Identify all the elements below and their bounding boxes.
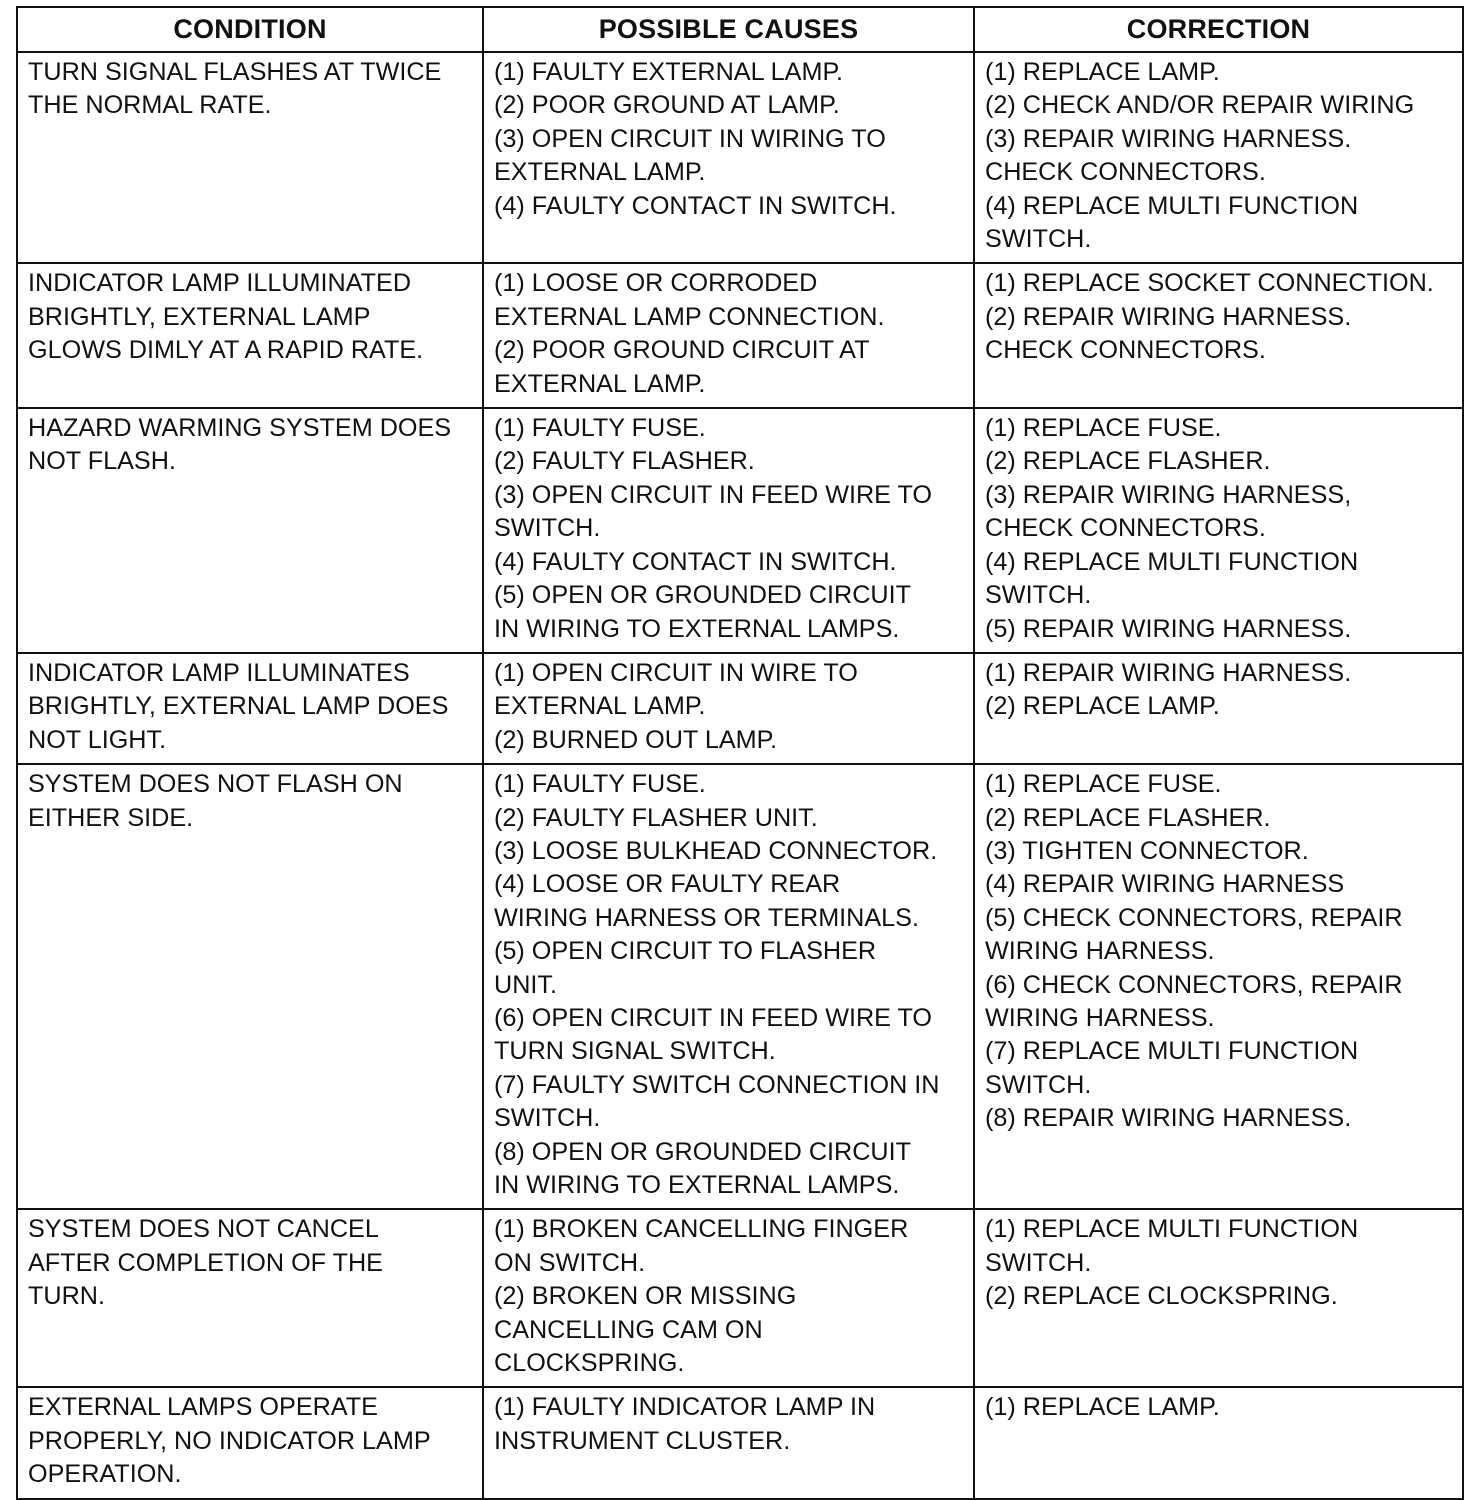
correction-line: (2) REPLACE LAMP.: [985, 692, 1220, 721]
causes-line: (1) FAULTY FUSE.: [494, 770, 706, 799]
possible-causes-cell: [483, 764, 974, 1209]
causes-line: INSTRUMENT CLUSTER.: [494, 1426, 791, 1455]
correction-line: (6) CHECK CONNECTORS, REPAIR: [985, 970, 1403, 999]
header-row: [17, 7, 1463, 52]
causes-line: (4) LOOSE OR FAULTY REAR: [494, 870, 841, 899]
correction-line: (2) REPAIR WIRING HARNESS.: [985, 302, 1352, 331]
causes-line: EXTERNAL LAMP.: [494, 692, 706, 721]
causes-line: SWITCH.: [494, 1104, 601, 1133]
correction-line: (4) REPLACE MULTI FUNCTION: [985, 191, 1359, 220]
correction-line: CHECK CONNECTORS.: [985, 158, 1266, 187]
causes-line: (2) POOR GROUND AT LAMP.: [494, 91, 840, 120]
diagnosis-table: [16, 6, 1464, 1500]
page: [16, 6, 1462, 1500]
causes-line: (1) FAULTY FUSE.: [494, 414, 706, 443]
correction-cell: [974, 263, 1463, 408]
correction-line: (1) REPLACE LAMP.: [985, 58, 1220, 86]
header-correction: CORRECTION: [974, 7, 1463, 52]
condition-line: INDICATOR LAMP ILLUMINATES: [28, 658, 410, 687]
condition-cell: [17, 764, 483, 1209]
possible-causes-cell: [483, 1387, 974, 1498]
causes-line: (6) OPEN CIRCUIT IN FEED WIRE TO: [494, 1003, 933, 1032]
correction-line: (5) CHECK CONNECTORS, REPAIR: [985, 903, 1403, 932]
causes-line: (2) FAULTY FLASHER UNIT.: [494, 803, 818, 832]
condition-line: THE NORMAL RATE.: [28, 91, 272, 120]
causes-line: CLOCKSPRING.: [494, 1349, 685, 1378]
correction-line: (1) REPLACE LAMP.: [985, 1393, 1220, 1422]
condition-line: NOT LIGHT.: [28, 725, 167, 754]
correction-line: SWITCH.: [985, 1248, 1092, 1277]
correction-cell: [974, 1387, 1463, 1498]
table-body: [17, 52, 1463, 1499]
correction-cell: [974, 764, 1463, 1209]
table-row: [17, 1209, 1463, 1387]
condition-line: TURN SIGNAL FLASHES AT TWICE: [28, 58, 442, 86]
causes-line: UNIT.: [494, 970, 557, 999]
causes-line: (5) OPEN CIRCUIT TO FLASHER: [494, 937, 877, 966]
causes-line: (1) FAULTY EXTERNAL LAMP.: [494, 58, 844, 86]
condition-line: AFTER COMPLETION OF THE: [28, 1248, 383, 1277]
correction-cell: [974, 653, 1463, 764]
causes-line: (4) FAULTY CONTACT IN SWITCH.: [494, 547, 897, 576]
causes-line: TURN SIGNAL SWITCH.: [494, 1037, 776, 1066]
possible-causes-cell: [483, 653, 974, 764]
condition-cell: [17, 1387, 483, 1498]
causes-line: (8) OPEN OR GROUNDED CIRCUIT: [494, 1137, 912, 1166]
possible-causes-cell: [483, 408, 974, 653]
causes-line: (3) LOOSE BULKHEAD CONNECTOR.: [494, 836, 938, 865]
causes-line: (1) OPEN CIRCUIT IN WIRE TO: [494, 658, 858, 687]
condition-line: GLOWS DIMLY AT A RAPID RATE.: [28, 336, 424, 365]
correction-line: (1) REPLACE MULTI FUNCTION: [985, 1215, 1359, 1244]
causes-line: (1) LOOSE OR CORRODED: [494, 269, 818, 298]
correction-line: SWITCH.: [985, 225, 1092, 254]
correction-line: (4) REPLACE MULTI FUNCTION: [985, 547, 1359, 576]
correction-line: (4) REPAIR WIRING HARNESS: [985, 870, 1345, 899]
correction-line: (8) REPAIR WIRING HARNESS.: [985, 1104, 1352, 1133]
causes-line: ON SWITCH.: [494, 1248, 646, 1277]
condition-cell: [17, 653, 483, 764]
condition-line: INDICATOR LAMP ILLUMINATED: [28, 269, 412, 298]
correction-line: (7) REPLACE MULTI FUNCTION: [985, 1037, 1359, 1066]
correction-cell: [974, 1209, 1463, 1387]
causes-line: (2) BURNED OUT LAMP.: [494, 725, 778, 754]
causes-line: (2) BROKEN OR MISSING: [494, 1282, 797, 1311]
correction-line: (2) REPLACE FLASHER.: [985, 803, 1271, 832]
condition-line: NOT FLASH.: [28, 447, 176, 476]
correction-line: (1) REPAIR WIRING HARNESS.: [985, 658, 1352, 687]
correction-line: WIRING HARNESS.: [985, 1003, 1215, 1032]
condition-line: BRIGHTLY, EXTERNAL LAMP: [28, 302, 371, 331]
correction-cell: [974, 52, 1463, 263]
correction-line: CHECK CONNECTORS.: [985, 336, 1266, 365]
causes-line: IN WIRING TO EXTERNAL LAMPS.: [494, 1171, 900, 1199]
correction-line: SWITCH.: [985, 581, 1092, 610]
causes-line: (1) FAULTY INDICATOR LAMP IN: [494, 1393, 876, 1422]
correction-line: (3) REPAIR WIRING HARNESS.: [985, 124, 1352, 153]
condition-line: BRIGHTLY, EXTERNAL LAMP DOES: [28, 692, 449, 721]
correction-line: (2) REPLACE FLASHER.: [985, 447, 1271, 476]
possible-causes-cell: [483, 52, 974, 263]
possible-causes-cell: [483, 1209, 974, 1387]
condition-cell: [17, 408, 483, 653]
condition-cell: [17, 1209, 483, 1387]
table-row: [17, 263, 1463, 408]
causes-line: EXTERNAL LAMP.: [494, 369, 706, 398]
causes-line: (1) BROKEN CANCELLING FINGER: [494, 1215, 909, 1244]
condition-cell: [17, 263, 483, 408]
correction-line: (1) REPLACE FUSE.: [985, 770, 1222, 799]
correction-line: (2) REPLACE CLOCKSPRING.: [985, 1282, 1338, 1311]
causes-line: (5) OPEN OR GROUNDED CIRCUIT: [494, 581, 912, 610]
causes-line: (3) OPEN CIRCUIT IN WIRING TO: [494, 124, 886, 153]
header-condition: CONDITION: [17, 7, 483, 52]
causes-line: (4) FAULTY CONTACT IN SWITCH.: [494, 191, 897, 220]
condition-line: SYSTEM DOES NOT CANCEL: [28, 1215, 379, 1244]
causes-line: EXTERNAL LAMP CONNECTION.: [494, 302, 885, 331]
condition-line: OPERATION.: [28, 1460, 182, 1489]
causes-line: (2) POOR GROUND CIRCUIT AT: [494, 336, 870, 365]
causes-line: CANCELLING CAM ON: [494, 1315, 763, 1344]
causes-line: (3) OPEN CIRCUIT IN FEED WIRE TO: [494, 480, 933, 509]
condition-line: HAZARD WARMING SYSTEM DOES: [28, 414, 452, 443]
condition-line: TURN.: [28, 1282, 105, 1311]
correction-cell: [974, 408, 1463, 653]
condition-line: EXTERNAL LAMPS OPERATE: [28, 1393, 378, 1422]
header-possible-causes: POSSIBLE CAUSES: [483, 7, 974, 52]
causes-line: IN WIRING TO EXTERNAL LAMPS.: [494, 614, 900, 643]
correction-line: (3) TIGHTEN CONNECTOR.: [985, 836, 1309, 865]
causes-line: WIRING HARNESS OR TERMINALS.: [494, 903, 919, 932]
table-row: [17, 764, 1463, 1209]
possible-causes-cell: [483, 263, 974, 408]
correction-line: SWITCH.: [985, 1070, 1092, 1099]
table-row: [17, 52, 1463, 263]
table-row: [17, 408, 1463, 653]
correction-line: CHECK CONNECTORS.: [985, 514, 1266, 543]
causes-line: EXTERNAL LAMP.: [494, 158, 706, 187]
causes-line: SWITCH.: [494, 514, 601, 543]
correction-line: (1) REPLACE FUSE.: [985, 414, 1222, 443]
causes-line: (7) FAULTY SWITCH CONNECTION IN: [494, 1070, 940, 1099]
condition-line: SYSTEM DOES NOT FLASH ON: [28, 770, 403, 799]
table-row: [17, 653, 1463, 764]
correction-line: (1) REPLACE SOCKET CONNECTION.: [985, 269, 1434, 298]
correction-line: (5) REPAIR WIRING HARNESS.: [985, 614, 1352, 643]
table-row: [17, 1387, 1463, 1498]
correction-line: WIRING HARNESS.: [985, 937, 1215, 966]
correction-line: (3) REPAIR WIRING HARNESS,: [985, 480, 1352, 509]
condition-line: EITHER SIDE.: [28, 803, 194, 832]
condition-line: PROPERLY, NO INDICATOR LAMP: [28, 1426, 431, 1455]
causes-line: (2) FAULTY FLASHER.: [494, 447, 755, 476]
condition-cell: [17, 52, 483, 263]
correction-line: (2) CHECK AND/OR REPAIR WIRING: [985, 91, 1415, 120]
